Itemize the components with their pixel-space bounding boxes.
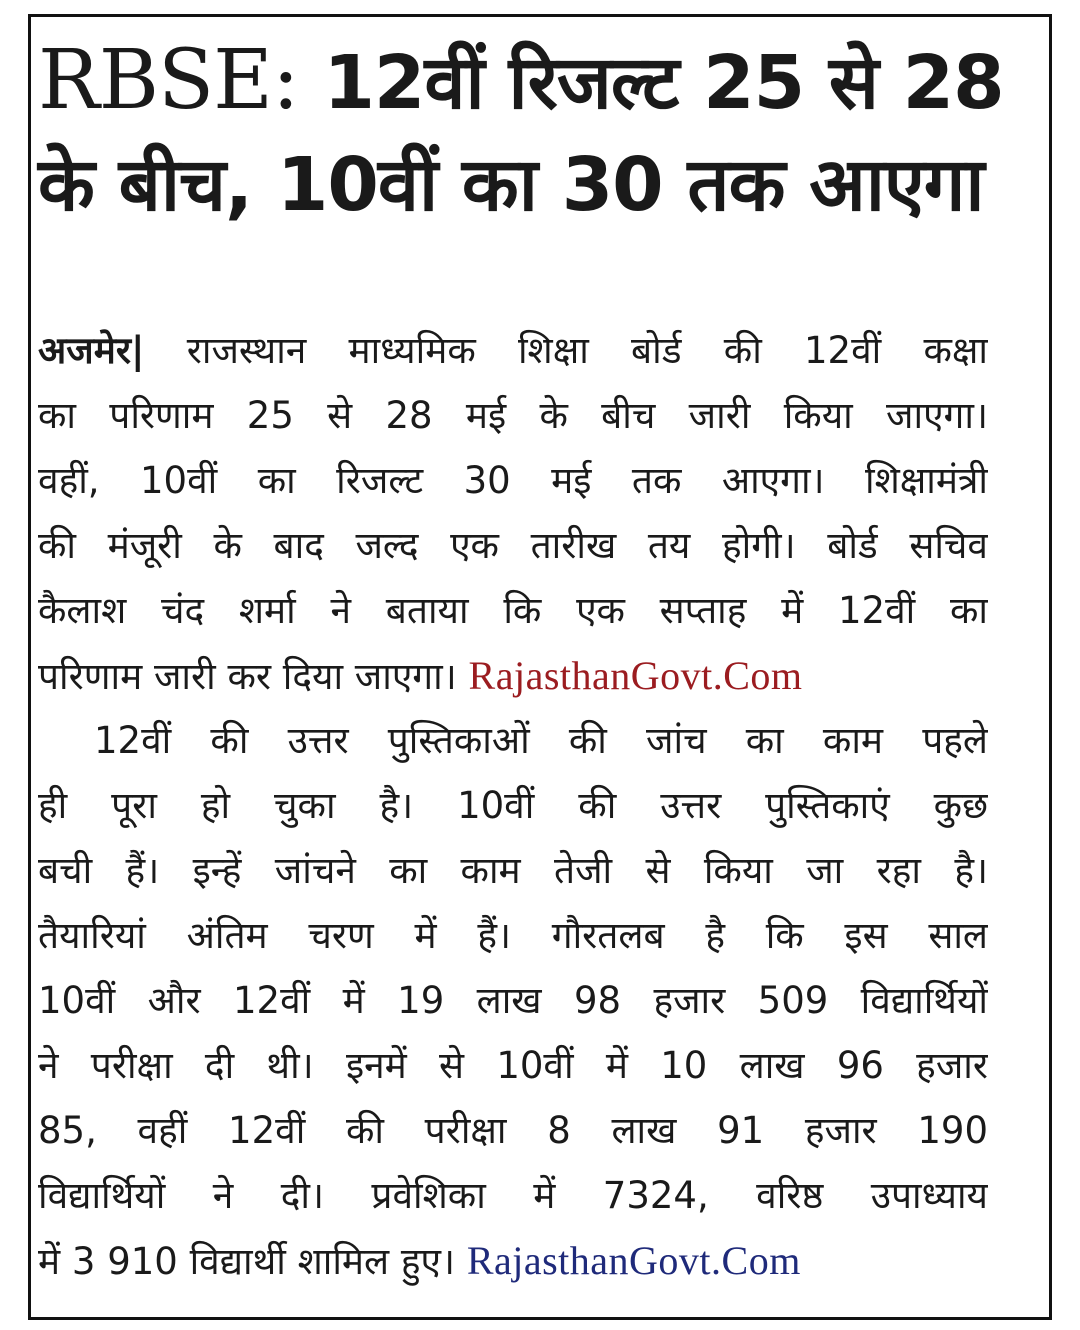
headline-prefix: RBSE: [38, 33, 299, 128]
article-line: विद्यार्थियों ने दी। प्रवेशिका में 7324, वरिष्ठ उपाध्याय [38, 1174, 988, 1217]
watermark-text: RajasthanGovt.Com [468, 653, 803, 698]
article-line: कैलाश चंद शर्मा ने बताया कि एक सप्ताह में 12वीं का [38, 589, 988, 632]
article-line: 10वीं और 12वीं में 19 लाख 98 हजार 509 विद्यार्थियों [38, 979, 988, 1022]
dateline: अजमेर| [38, 329, 145, 372]
article-line [38, 643, 988, 708]
article-line: 12वीं की उत्तर पुस्तिकाओं की जांच का काम पहले [94, 719, 988, 762]
article-line-text: राजस्थान माध्यमिक शिक्षा बोर्ड की 12वीं कक्षा [186, 329, 988, 372]
article-line [38, 318, 988, 383]
article-line: का परिणाम 25 से 28 मई के बीच जारी किया जाएगा। [38, 394, 988, 437]
watermark-text: RajasthanGovt.Com [466, 1238, 801, 1283]
article-line-text: परिणाम जारी कर दिया जाएगा। [38, 655, 457, 698]
article-line: वहीं, 10वीं का रिजल्ट 30 मई तक आएगा। शिक्षामंत्री [38, 459, 988, 502]
article-line: ही पूरा हो चुका है। 10वीं की उत्तर पुस्तिकाएं कुछ [38, 784, 988, 827]
headline [38, 30, 1004, 236]
article-line [38, 1228, 988, 1293]
article-line: ने परीक्षा दी थी। इनमें से 10वीं में 10 लाख 96 हजार [38, 1044, 988, 1087]
article-line: तैयारियां अंतिम चरण में हैं। गौरतलब है कि इस साल [38, 914, 988, 957]
article-line: की मंजूरी के बाद जल्द एक तारीख तय होगी। बोर्ड सचिव [38, 524, 988, 567]
headline-line-1-text: 12वीं रिजल्ट 25 से 28 [323, 40, 1004, 126]
article-line-text: में 3 910 विद्यार्थी शामिल हुए। [38, 1240, 456, 1283]
article-line: 85, वहीं 12वीं की परीक्षा 8 लाख 91 हजार 190 [38, 1109, 988, 1152]
headline-line-2: के बीच, 10वीं का 30 तक आएगा [38, 142, 984, 228]
article-body [38, 318, 988, 1293]
article-line: बची हैं। इन्हें जांचने का काम तेजी से किया जा रहा है। [38, 849, 988, 892]
headline-line-1 [38, 30, 1004, 134]
